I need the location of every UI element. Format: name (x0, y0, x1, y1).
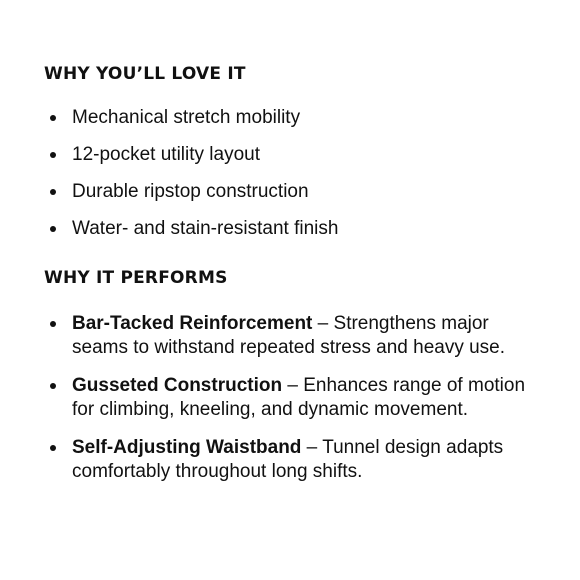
feature-description: – Enhances range of motion for climbing, kneeling, and dynamic movement. (72, 375, 526, 420)
bullet-dot-icon (50, 115, 56, 121)
feature-description: – Tunnel design adapts comfortably throughout long shifts. (72, 437, 504, 482)
list-item (44, 180, 544, 204)
section-title-why-it-performs: WHY IT PERFORMS (44, 268, 228, 288)
bullet-dot-icon (50, 189, 56, 195)
performs-bullet-list (44, 312, 544, 498)
list-item (44, 436, 544, 484)
feature-heading: Bar-Tacked Reinforcement (72, 313, 313, 334)
list-item (44, 374, 544, 422)
list-item-text: Water- and stain-resistant finish (72, 218, 339, 239)
list-item (44, 106, 544, 130)
bullet-dot-icon (50, 321, 56, 327)
list-item (44, 217, 544, 241)
bullet-dot-icon (50, 152, 56, 158)
list-item (44, 312, 544, 360)
love-bullet-list (44, 106, 544, 254)
section-title-why-youll-love-it: WHY YOU’LL LOVE IT (44, 64, 246, 84)
feature-description: – Strengthens major seams to withstand repeated stress and heavy use. (72, 313, 506, 358)
feature-heading: Gusseted Construction (72, 375, 283, 396)
bullet-dot-icon (50, 226, 56, 232)
list-item-text: Mechanical stretch mobility (72, 107, 301, 128)
list-item-text: Durable ripstop construction (72, 181, 309, 202)
bullet-dot-icon (50, 383, 56, 389)
feature-heading: Self-Adjusting Waistband (72, 437, 302, 458)
bullet-dot-icon (50, 445, 56, 451)
list-item-text: 12-pocket utility layout (72, 144, 260, 165)
list-item (44, 143, 544, 167)
